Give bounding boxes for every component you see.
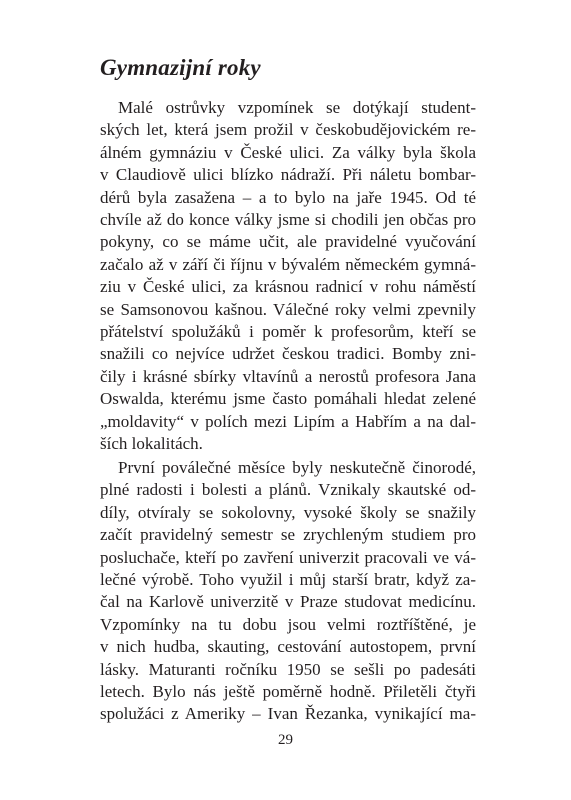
text-line: álném gymnáziu v České ulici. Za války byla škola bbox=[100, 142, 476, 162]
text-line: plné radosti i bolesti a plánů. Vznikaly skautské od- bbox=[100, 480, 476, 500]
text-line: Vzpomínky na tu dobu jsou velmi roztříštěné, je bbox=[100, 614, 476, 634]
page-number: 29 bbox=[278, 732, 293, 748]
text-line: ských let, která jsem prožil v českobudějovickém re- bbox=[100, 120, 476, 140]
text-line: chvíle až do konce války jsme si chodili jen občas pro bbox=[100, 210, 476, 229]
text-line: začít pravidelný semestr se zrychleným studiem pro bbox=[100, 525, 476, 545]
text-line: čily i krásné sbírky vltavínů a nerostů profesora Jana bbox=[100, 366, 476, 386]
text-line: dérů byla zasažena – a to bylo na jaře 1945. Od té bbox=[100, 187, 476, 207]
text-line: První poválečné měsíce byly neskutečně činorodé, bbox=[118, 458, 476, 477]
text-line: posluchače, kteří po zavření univerzit pracovali ve vá- bbox=[100, 547, 476, 567]
text-line: začalo až v září či říjnu v bývalém německém gymná- bbox=[100, 254, 476, 274]
text-line: čal na Karlově univerzitě v Praze studovat medicínu. bbox=[100, 592, 476, 612]
chapter-heading: Gymnazijní roky bbox=[100, 55, 261, 80]
text-line: spolužáci z Ameriky – Ivan Řezanka, vynikající ma- bbox=[100, 704, 476, 724]
text-line: pokyny, co se máme učit, ale pravidelné vyučování bbox=[100, 232, 476, 252]
text-line: se Samsonovou kašnou. Válečné roky velmi zpevnily bbox=[100, 299, 476, 319]
text-line: „moldavity“ v polích mezi Lipím a Habřím a na dal- bbox=[100, 411, 476, 431]
text-line: Malé ostrůvky vzpomínek se dotýkají student- bbox=[118, 98, 476, 117]
text-line: snažili co nejvíce udržet českou tradici. Bomby zni- bbox=[100, 344, 476, 364]
text-line: lečné výrobě. Toho využil i můj starší bratr, když za- bbox=[100, 570, 476, 589]
text-line: v nich hudba, skauting, cestování autostopem, první bbox=[100, 637, 476, 657]
text-line: ších lokalitách. bbox=[100, 434, 203, 453]
text-line: v Claudiově ulici blízko nádraží. Při náletu bombar- bbox=[100, 165, 476, 185]
text-line: letech. Bylo nás ještě poměrně hodně. Přiletěli čtyři bbox=[100, 682, 476, 701]
text-line: Oswalda, kterému jsme často pomáhali hledat zelené bbox=[100, 389, 476, 409]
text-line: přátelství spolužáků i poměr k profesorům, kteří se bbox=[100, 322, 476, 341]
text-line: díly, otvíraly se sokolovny, vysoké školy se snažily bbox=[100, 502, 476, 522]
text-line: lásky. Maturanti ročníku 1950 se sešli po padesáti bbox=[100, 659, 476, 679]
text-line: ziu v České ulici, za krásnou radnicí v rohu náměstí bbox=[100, 277, 476, 297]
